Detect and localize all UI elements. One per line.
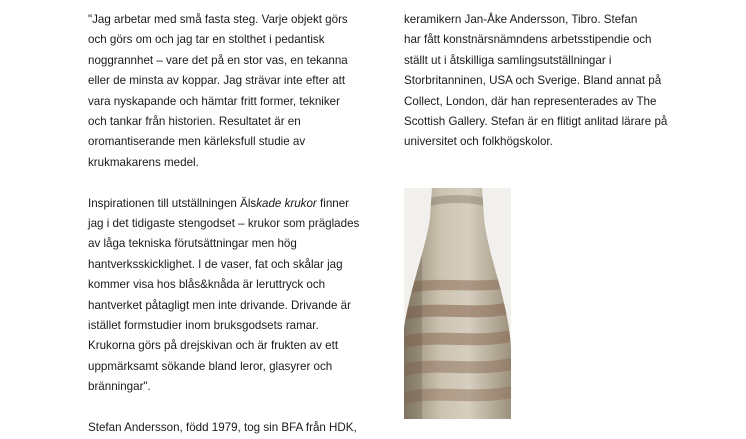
text-line bbox=[88, 112, 378, 132]
text-line bbox=[88, 214, 378, 234]
text-segment: ställt ut i åtskilliga samlingsutställningar i bbox=[404, 53, 612, 67]
text-segment: och tankar från historien. Resultatet är en bbox=[88, 115, 301, 129]
text-segment: har fått konstnärsnämndens arbetsstipendie och bbox=[404, 33, 652, 47]
italic-text: kade krukor bbox=[256, 196, 317, 210]
text-segment: uppmärksamt sökande bland leror, glasyrer och bbox=[88, 359, 333, 373]
text-line bbox=[88, 336, 378, 356]
text-line bbox=[404, 92, 704, 112]
text-line bbox=[88, 255, 378, 275]
text-line bbox=[88, 92, 378, 112]
text-segment: Inspirationen till utställningen Äls bbox=[88, 196, 257, 210]
text-line bbox=[88, 296, 378, 316]
text-line bbox=[88, 316, 378, 336]
text-line bbox=[88, 71, 378, 91]
text-segment: universitet och folkhögskolor. bbox=[404, 135, 553, 149]
text-segment: bränningar". bbox=[88, 380, 151, 394]
vase-photo bbox=[404, 188, 511, 419]
paragraph-gap bbox=[88, 398, 378, 418]
text-line bbox=[404, 132, 704, 152]
text-line bbox=[88, 132, 378, 152]
text-line bbox=[404, 30, 704, 50]
left-text-column bbox=[88, 10, 378, 439]
text-segment: "Jag arbetar med små fasta steg. Varje objekt görs bbox=[88, 13, 348, 26]
text-segment: Stefan Andersson, född 1979, tog sin BFA från HDK, bbox=[88, 421, 357, 435]
text-line bbox=[88, 357, 378, 377]
right-text-column bbox=[404, 10, 704, 153]
text-line bbox=[88, 418, 378, 438]
text-segment: hantverksskicklighet. I de vaser, fat och skålar jag bbox=[88, 257, 343, 271]
text-line bbox=[88, 275, 378, 295]
text-line bbox=[88, 51, 378, 71]
text-segment: av låga tekniska förutsättningar men hög bbox=[88, 237, 297, 251]
text-segment: Scottish Gallery. Stefan är en flitigt anlitad lärare på bbox=[404, 115, 668, 129]
text-segment: noggrannhet – vare det på en stor vas, en tekanna bbox=[88, 53, 348, 67]
text-segment: och görs om och jag tar en stolthet i pedantisk bbox=[88, 33, 325, 47]
text-segment: Storbritanninen, USA och Sverige. Bland annat på bbox=[404, 74, 662, 88]
text-segment: hantverket påtagligt men inte drivande. Drivande är bbox=[88, 298, 351, 312]
text-line bbox=[88, 234, 378, 254]
text-line bbox=[88, 10, 378, 30]
text-segment: Krukorna görs på drejskivan och är frukten av ett bbox=[88, 339, 339, 353]
text-segment: istället formstudier inom bruksgodsets ramar. bbox=[88, 319, 319, 333]
text-line bbox=[88, 153, 378, 173]
text-segment: oromantiserande men kärleksfull studie av bbox=[88, 135, 306, 149]
text-segment: krukmakarens medel. bbox=[88, 155, 199, 169]
text-segment: vara nyskapande och hämtar fritt former, tekniker bbox=[88, 94, 340, 108]
text-line bbox=[404, 51, 704, 71]
ceramic-vase-icon bbox=[404, 188, 511, 419]
paragraph-gap bbox=[88, 173, 378, 193]
text-segment: kommer visa hos blås&knåda är leruttryck och bbox=[88, 278, 326, 292]
text-segment: Collect, London, där han representerades av The bbox=[404, 94, 657, 108]
text-segment: jag i det tidigaste stengodset – krukor som präglades bbox=[88, 217, 360, 231]
text-segment: eller de minsta av koppar. Jag strävar inte efter att bbox=[88, 74, 346, 88]
text-segment: keramikern Jan-Åke Andersson, Tibro. Stefan bbox=[404, 13, 638, 26]
text-line bbox=[404, 112, 704, 132]
text-line bbox=[404, 10, 704, 30]
text-line bbox=[404, 71, 704, 91]
text-segment: finner bbox=[316, 196, 350, 210]
text-line bbox=[88, 377, 378, 397]
text-line bbox=[88, 30, 378, 50]
text-line bbox=[88, 194, 378, 214]
